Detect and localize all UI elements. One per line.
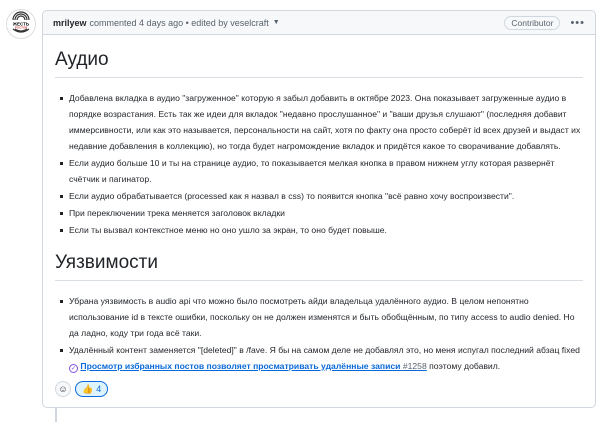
list-item: Если ты вызвал контекстное меню но оно ушло за экран, то оно будет повыше. bbox=[69, 222, 583, 238]
list-item bbox=[69, 342, 583, 374]
comment-meta[interactable]: commented 4 days ago • edited by veselcraft bbox=[89, 17, 269, 28]
list-item: Добавлена вкладка в аудио "загруженное" которую я забыл добавить в октябре 2023. Она показывает загруженные аудио в порядке возрастания. Есть так же идеи для вкладок "недавно прослушанное" и "ваши друзья слушают" (последняя добавит иммерсивности, или как это называется, персональности на сайт, хотя по факту она просто соберёт id всех друзей и выдаст их недавние добавления в коллекцию), но тогда будет нагромождение вкладок и придётся какое то сворачивание добавлять. bbox=[69, 90, 583, 154]
kebab-horizontal-icon[interactable]: ••• bbox=[570, 16, 585, 29]
thumbs-up-icon: 👍 bbox=[82, 383, 94, 394]
reactions-bar bbox=[55, 381, 108, 397]
section-heading: Уязвимости bbox=[55, 252, 583, 281]
text: поэтому добавил. bbox=[426, 361, 501, 371]
contributor-badge: Contributor bbox=[504, 16, 560, 30]
edit-history-chevron-icon[interactable]: ▼ bbox=[272, 19, 280, 26]
list bbox=[55, 293, 583, 374]
issue-closed-icon: ✓ bbox=[70, 366, 77, 372]
smiley-icon: ☺ bbox=[58, 384, 68, 394]
comment-header bbox=[43, 11, 595, 35]
text: Удалённый контент заменяется "[deleted]" в /fave. Я бы на самом деле не добавлял это, но меня испугал последний абзац fixed bbox=[69, 345, 580, 355]
thumbs-up-reaction-button[interactable] bbox=[75, 381, 108, 397]
add-reaction-button[interactable] bbox=[55, 381, 71, 397]
issue-link[interactable] bbox=[80, 361, 426, 371]
svg-text:РОСТОВ: РОСТОВ bbox=[14, 25, 28, 30]
list-item: Убрана уязвимость в audio api что можно было посмотреть айди владельца удалённого аудио. В целом непонятно использование id в тексте ошибки, поскольку он не должен изменятся и быть обобщённым, по типу access to audio denied. Но да ладно, коду три года всё таки. bbox=[69, 293, 583, 341]
author-link[interactable]: mrilyew bbox=[53, 17, 87, 28]
svg-text:ЖЕСТЬ: ЖЕСТЬ bbox=[12, 21, 30, 27]
comment-body bbox=[43, 35, 595, 374]
section-heading: Аудио bbox=[55, 49, 583, 78]
list-item: При переключении трека меняется заголовок вкладки bbox=[69, 205, 583, 221]
list-item: Если аудио больше 10 и ты на странице аудио, то показывается мелкая кнопка в правом нижнем углу которая развернёт счётчик и пагинатор. bbox=[69, 155, 583, 187]
reaction-count: 4 bbox=[96, 384, 102, 394]
timeline-line bbox=[55, 408, 57, 422]
list-item: Если аудио обрабатывается (processed как я назвал в css) то появится кнопка "всё равно хочу воспроизвести". bbox=[69, 188, 583, 204]
issue-title[interactable]: Просмотр избранных постов позволяет просматривать удалённые записи bbox=[80, 361, 401, 371]
avatar[interactable] bbox=[6, 9, 36, 39]
list bbox=[55, 90, 583, 238]
issue-number[interactable]: #1258 bbox=[402, 361, 427, 371]
fingerprint-logo-icon bbox=[7, 10, 35, 38]
comment-box bbox=[42, 10, 596, 408]
